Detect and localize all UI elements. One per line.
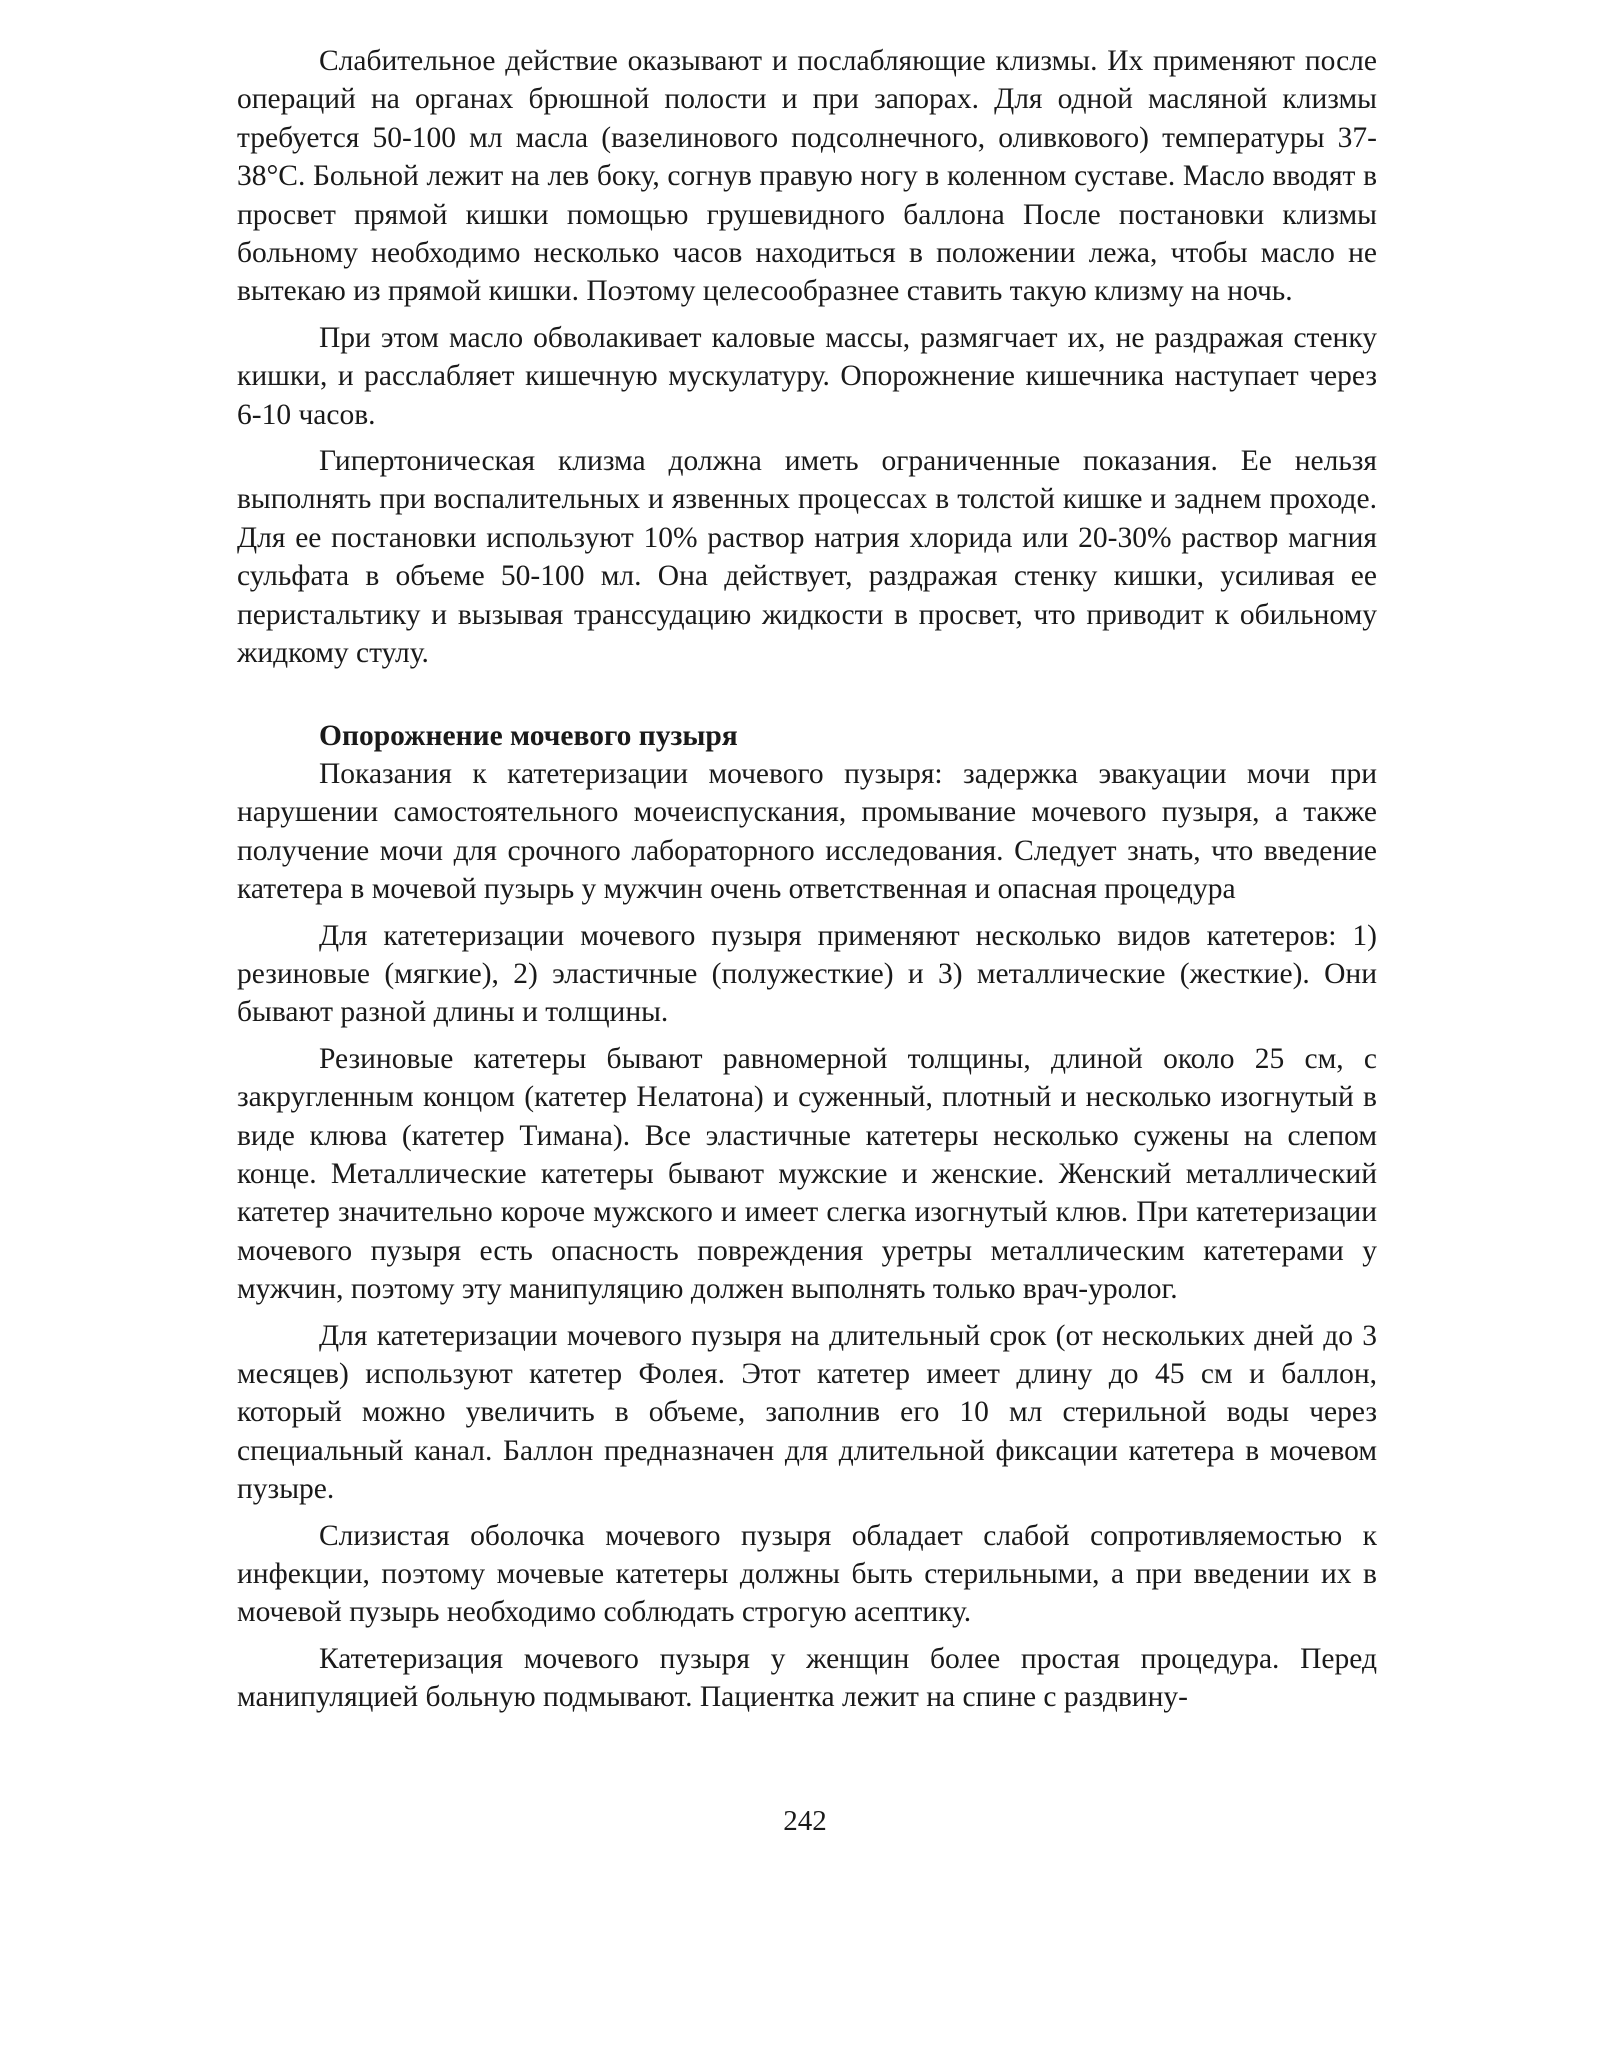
paragraph-foley-catheter: Для катетеризации мочевого пузыря на длительный срок (от нескольких дней до 3 месяцев) используют катетер Фолея. Этот катетер имеет длину до 45 см и баллон, который можно увеличить в объеме, заполнив его 10 мл стерильной воды через специальный канал. Баллон предназначен для длительной фиксации катетера в мочевом пузыре. [237,1319,1377,1506]
paragraph-laxative-enemas: Слабительное действие оказывают и послабляющие клизмы. Их применяют после операций на органах брюшной полости и при запорах. Для одной масляной клизмы требуется 50-100 мл масла (вазелинового подсолнечного, оливкового) температуры 37-38°С. Больной лежит на лев боку, согнув правую ногу в коленном суставе. Масло вводят в просвет прямой кишки помощью грушевидного баллона После постановки клизмы больному необходимо несколько часов находиться в положении лежа, чтобы масло не вытекаю из прямой кишки. Поэтому целесообразнее ставить такую клизму на ночь. [237,45,1377,308]
paragraph-catheter-indications: Показания к катетеризации мочевого пузыря: задержка эвакуации мочи при нарушении самостоятельного мочеиспускания, промывание мочевого пузыря, а также получение мочи для срочного лабораторного исследования. Следует знать, что введение катетера в мочевой пузырь у мужчин очень ответственная и опасная процедура [237,757,1377,906]
paragraph-catheter-types: Для катетеризации мочевого пузыря применяют несколько видов катетеров: 1) резиновые (мягкие), 2) эластичные (полужесткие) и 3) металлические (жесткие). Они бывают разной длины и толщины. [237,919,1377,1029]
paragraph-hypertonic-enema: Гипертоническая клизма должна иметь ограниченные показания. Ее нельзя выполнять при воспалительных и язвенных процессах в толстой кишке и заднем проходе. Для ее постановки используют 10% раствор натрия хлорида или 20-30% раствор магния сульфата в объеме 50-100 мл. Она действует, раздражая стенку кишки, усиливая ее перистальтику и вызывая транссудацию жидкости в просвет, что приводит к обильному жидкому стулу. [237,445,1377,670]
paragraph-rubber-catheters: Резиновые катетеры бывают равномерной толщины, длиной около 25 см, с закругленным концом (катетер Нелатона) и суженный, плотный и несколько изогнутый в виде клюва (катетер Тимана). Все эластичные катетеры несколько сужены на слепом конце. Металлические катетеры бывают мужские и женские. Женский металлический катетер значительно короче мужского и имеет слегка изогнутый клюв. При катетеризации мочевого пузыря есть опасность повреждения уретры металлическим катетерами у мужчин, поэтому эту манипуляцию должен выполнять только врач-уролог. [237,1042,1377,1306]
page-body [237,42,1377,1725]
paragraph-female-catheterization: Катетеризация мочевого пузыря у женщин более простая процедура. Перед манипуляцией больную подмывают. Пациентка лежит на спине с раздвину- [237,1642,1377,1714]
section-heading: Опорожнение мочевого пузыря [319,719,738,752]
page-number: 242 [783,1805,827,1837]
paragraph-oil-enema-effect: При этом масло обволакивает каловые массы, размягчает их, не раздражая стенку кишки, и расслабляет кишечную мускулатуру. Опорожнение кишечника наступает через 6-10 часов. [237,321,1377,431]
paragraph-asepsis: Слизистая оболочка мочевого пузыря обладает слабой сопротивляемостью к инфекции, поэтому мочевые катетеры должны быть стерильными, а при введении их в мочевой пузырь необходимо соблюдать строгую асептику. [237,1519,1377,1629]
